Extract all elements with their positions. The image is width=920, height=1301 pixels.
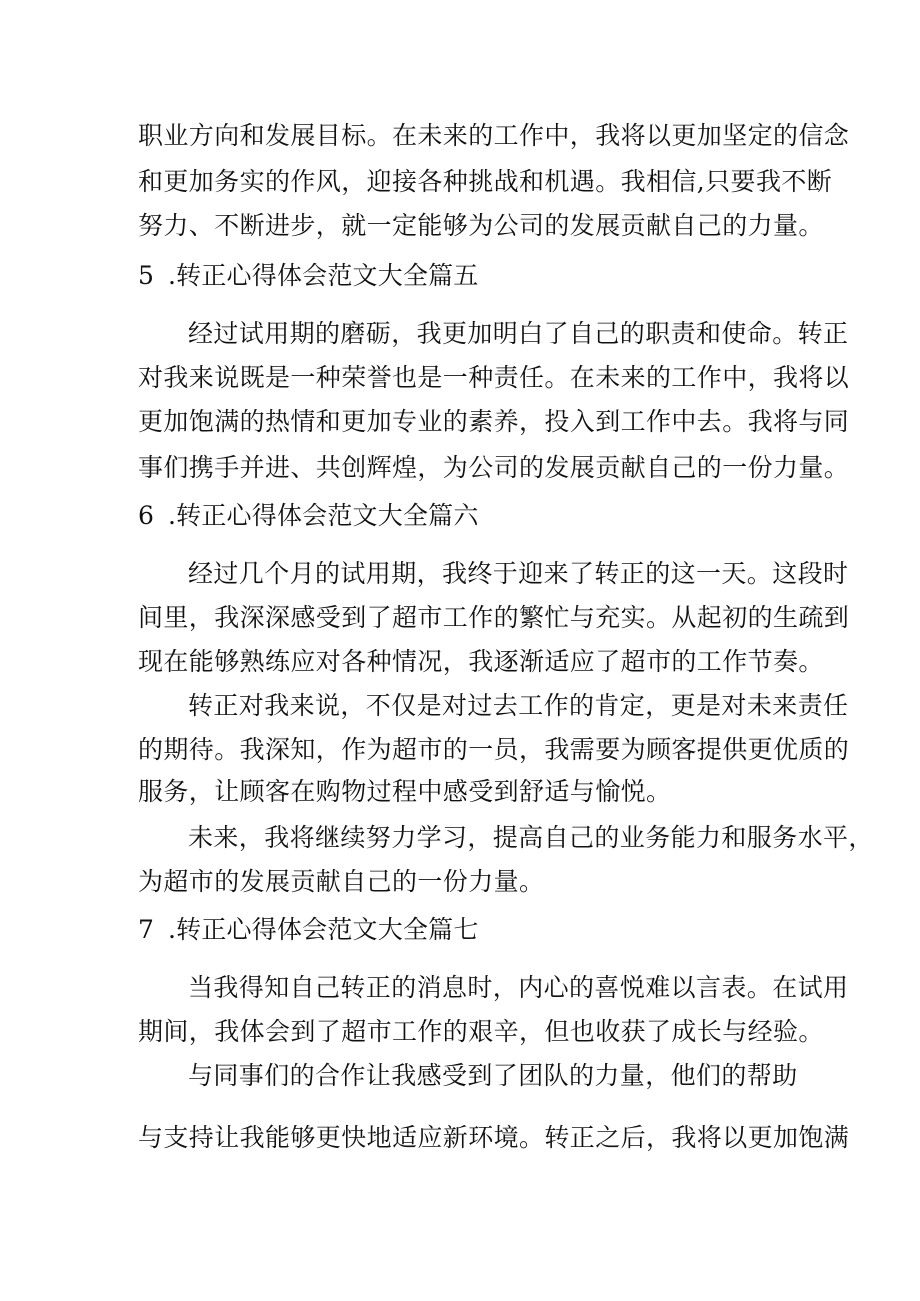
section-number: 6	[138, 501, 155, 530]
paragraph-line: 更加饱满的热情和更加专业的素养，投入到工作中去。我将与同	[138, 407, 850, 436]
paragraph-line: 未来，我将继续努力学习，提高自己的业务能力和服务水平，	[188, 823, 874, 852]
section-title: .转正心得体会范文大全篇七	[168, 915, 479, 944]
paragraph-line: 现在能够熟练应对各种情况，我逐渐适应了超市的工作节奏。	[138, 647, 824, 676]
paragraph-line: 的期待。我深知，作为超市的一员，我需要为顾客提供更优质的	[138, 735, 850, 764]
paragraph-line: 事们携手并进、共创辉煌，为公司的发展贡献自己的一份力量。	[138, 453, 850, 482]
section-heading-5	[138, 258, 788, 294]
paragraph-line: 职业方向和发展目标。在未来的工作中，我将以更加坚定的信念	[138, 121, 850, 150]
paragraph-line: 服务，让顾客在购物过程中感受到舒适与愉悦。	[138, 777, 672, 806]
paragraph-line: 转正对我来说，不仅是对过去工作的肯定，更是对未来责任	[188, 691, 849, 720]
paragraph-line: 经过几个月的试用期，我终于迎来了转正的这一天。这段时	[188, 559, 849, 588]
section-heading-7	[138, 912, 788, 948]
paragraph-line: 对我来说既是一种荣誉也是一种责任。在未来的工作中，我将以	[138, 363, 850, 392]
paragraph-line: 努力、不断进步，就一定能够为公司的发展贡献自己的力量。	[138, 211, 824, 240]
paragraph-line: 和更加务实的作风，迎接各种挑战和机遇。我相信,只要我不断	[138, 167, 833, 196]
paragraph-line: 与支持让我能够更快地适应新环境。转正之后，我将以更加饱满	[138, 1123, 850, 1152]
paragraph-line: 为超市的发展贡献自己的一份力量。	[138, 867, 545, 896]
paragraph-line: 间里，我深深感受到了超市工作的繁忙与充实。从起初的生疏到	[138, 603, 850, 632]
section-title: .转正心得体会范文大全篇五	[168, 261, 479, 290]
paragraph-line: 期间，我体会到了超市工作的艰辛，但也收获了成长与经验。	[138, 1017, 824, 1046]
paragraph-line: 与同事们的合作让我感受到了团队的力量，他们的帮助	[188, 1061, 798, 1090]
section-title: .转正心得体会范文大全篇六	[168, 501, 479, 530]
section-heading-6	[138, 498, 788, 534]
paragraph-line: 当我得知自己转正的消息时，内心的喜悦难以言表。在试用	[188, 973, 849, 1002]
section-number: 5	[138, 261, 155, 290]
paragraph-line: 经过试用期的磨砺，我更加明白了自己的职责和使命。转正	[188, 319, 849, 348]
section-number: 7	[138, 915, 155, 944]
